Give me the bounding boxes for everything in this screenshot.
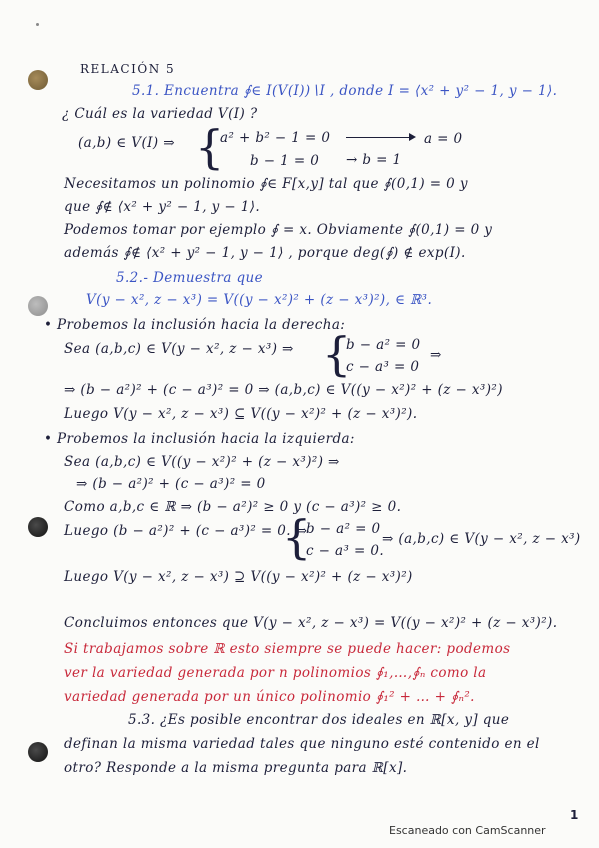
page-number: 1 xyxy=(570,808,579,822)
text-line: además ∮∉ ⟨x² + y² − 1, y − 1⟩ , porque deg(∮) ∉ exp(I). xyxy=(64,245,466,261)
text-line: • Probemos la inclusión hacia la izquierda: xyxy=(44,431,355,447)
exercise-5-2: 5.2.- Demuestra que xyxy=(116,270,263,286)
text-line: • Probemos la inclusión hacia la derecha: xyxy=(44,317,346,333)
math-line: ⇒ (a,b,c) ∈ V(y − x², z − x³) xyxy=(382,531,581,547)
binder-hole xyxy=(28,70,48,90)
text-line: otro? Responde a la misma pregunta para ℝ[x]. xyxy=(64,760,408,776)
exercise-5-3: 5.3. ¿Es posible encontrar dos ideales en ℝ[x, y] que xyxy=(128,712,510,728)
math-line: b − a² = 0 xyxy=(306,521,381,537)
math-line: ⇒ (b − a²)² + (c − a³)² = 0 xyxy=(76,476,266,492)
math-line: c − a³ = 0 xyxy=(346,359,420,375)
math-line: b − a² = 0 xyxy=(346,337,421,353)
red-note-line: Si trabajamos sobre ℝ esto siempre se puede hacer: podemos xyxy=(64,641,511,657)
math-line: → b = 1 xyxy=(346,152,402,168)
math-line: ⇒ xyxy=(430,347,442,363)
text-line: que ∮∉ ⟨x² + y² − 1, y − 1⟩. xyxy=(64,199,261,215)
text-line: definan la misma variedad tales que ninguno esté contenido en el xyxy=(64,736,540,752)
arrow-icon xyxy=(346,137,414,138)
page-title: RELACIÓN 5 xyxy=(80,62,176,76)
math-line: Luego V(y − x², z − x³) ⊆ V((y − x²)² + (z − x³)²). xyxy=(64,406,418,422)
brace-symbol: { xyxy=(322,327,352,381)
math-line: Sea (a,b,c) ∈ V((y − x²)² + (z − x³)²) ⇒ xyxy=(64,454,340,470)
exercise-5-2-statement: V(y − x², z − x³) = V((y − x²)² + (z − x³)²), ∈ ℝ³. xyxy=(86,292,433,308)
math-line: Luego V(y − x², z − x³) ⊇ V((y − x²)² + (z − x³)²) xyxy=(64,569,413,585)
math-line: ⇒ (b − a²)² + (c − a³)² = 0 ⇒ (a,b,c) ∈ V((y − x²)² + (z − x³)²) xyxy=(64,382,503,398)
text-line: Necesitamos un polinomio ∮∈ F[x,y] tal que ∮(0,1) = 0 y xyxy=(64,176,468,192)
brace-symbol: { xyxy=(195,120,225,174)
binder-hole xyxy=(28,742,48,762)
brace-symbol: { xyxy=(282,510,312,564)
red-note-line: variedad generada por un único polinomio ∮₁² + … + ∮ₙ². xyxy=(64,689,475,705)
paper-speck xyxy=(36,23,39,26)
math-line: c − a³ = 0. xyxy=(306,543,385,559)
math-line: (a,b) ∈ V(I) ⇒ xyxy=(78,135,175,151)
math-line: b − 1 = 0 xyxy=(250,153,320,169)
text-line: Podemos tomar por ejemplo ∮ = x. Obviamente ∮(0,1) = 0 y xyxy=(64,222,493,238)
conclusion-line: Concluimos entonces que V(y − x², z − x³) = V((y − x²)² + (z − x³)²). xyxy=(64,615,558,631)
math-line: Luego (b − a²)² + (c − a³)² = 0. ⇔ xyxy=(64,523,308,539)
math-line: a² + b² − 1 = 0 xyxy=(220,130,331,146)
exercise-5-1: 5.1. Encuentra ∮∈ I(V(I))∖I , donde I = ⟨x² + y² − 1, y − 1⟩. xyxy=(132,83,558,99)
red-note-line: ver la variedad generada por n polinomios ∮₁,…,∮ₙ como la xyxy=(64,665,487,681)
math-line: a = 0 xyxy=(424,131,463,147)
scanner-footer: Escaneado con CamScanner xyxy=(389,824,546,837)
math-line: Como a,b,c ∈ ℝ ⇒ (b − a²)² ≥ 0 y (c − a³)² ≥ 0. xyxy=(64,499,402,515)
binder-hole xyxy=(28,296,48,316)
text-line: ¿ Cuál es la variedad V(I) ? xyxy=(62,106,258,122)
math-line: Sea (a,b,c) ∈ V(y − x², z − x³) ⇒ xyxy=(64,341,294,357)
binder-hole xyxy=(28,517,48,537)
